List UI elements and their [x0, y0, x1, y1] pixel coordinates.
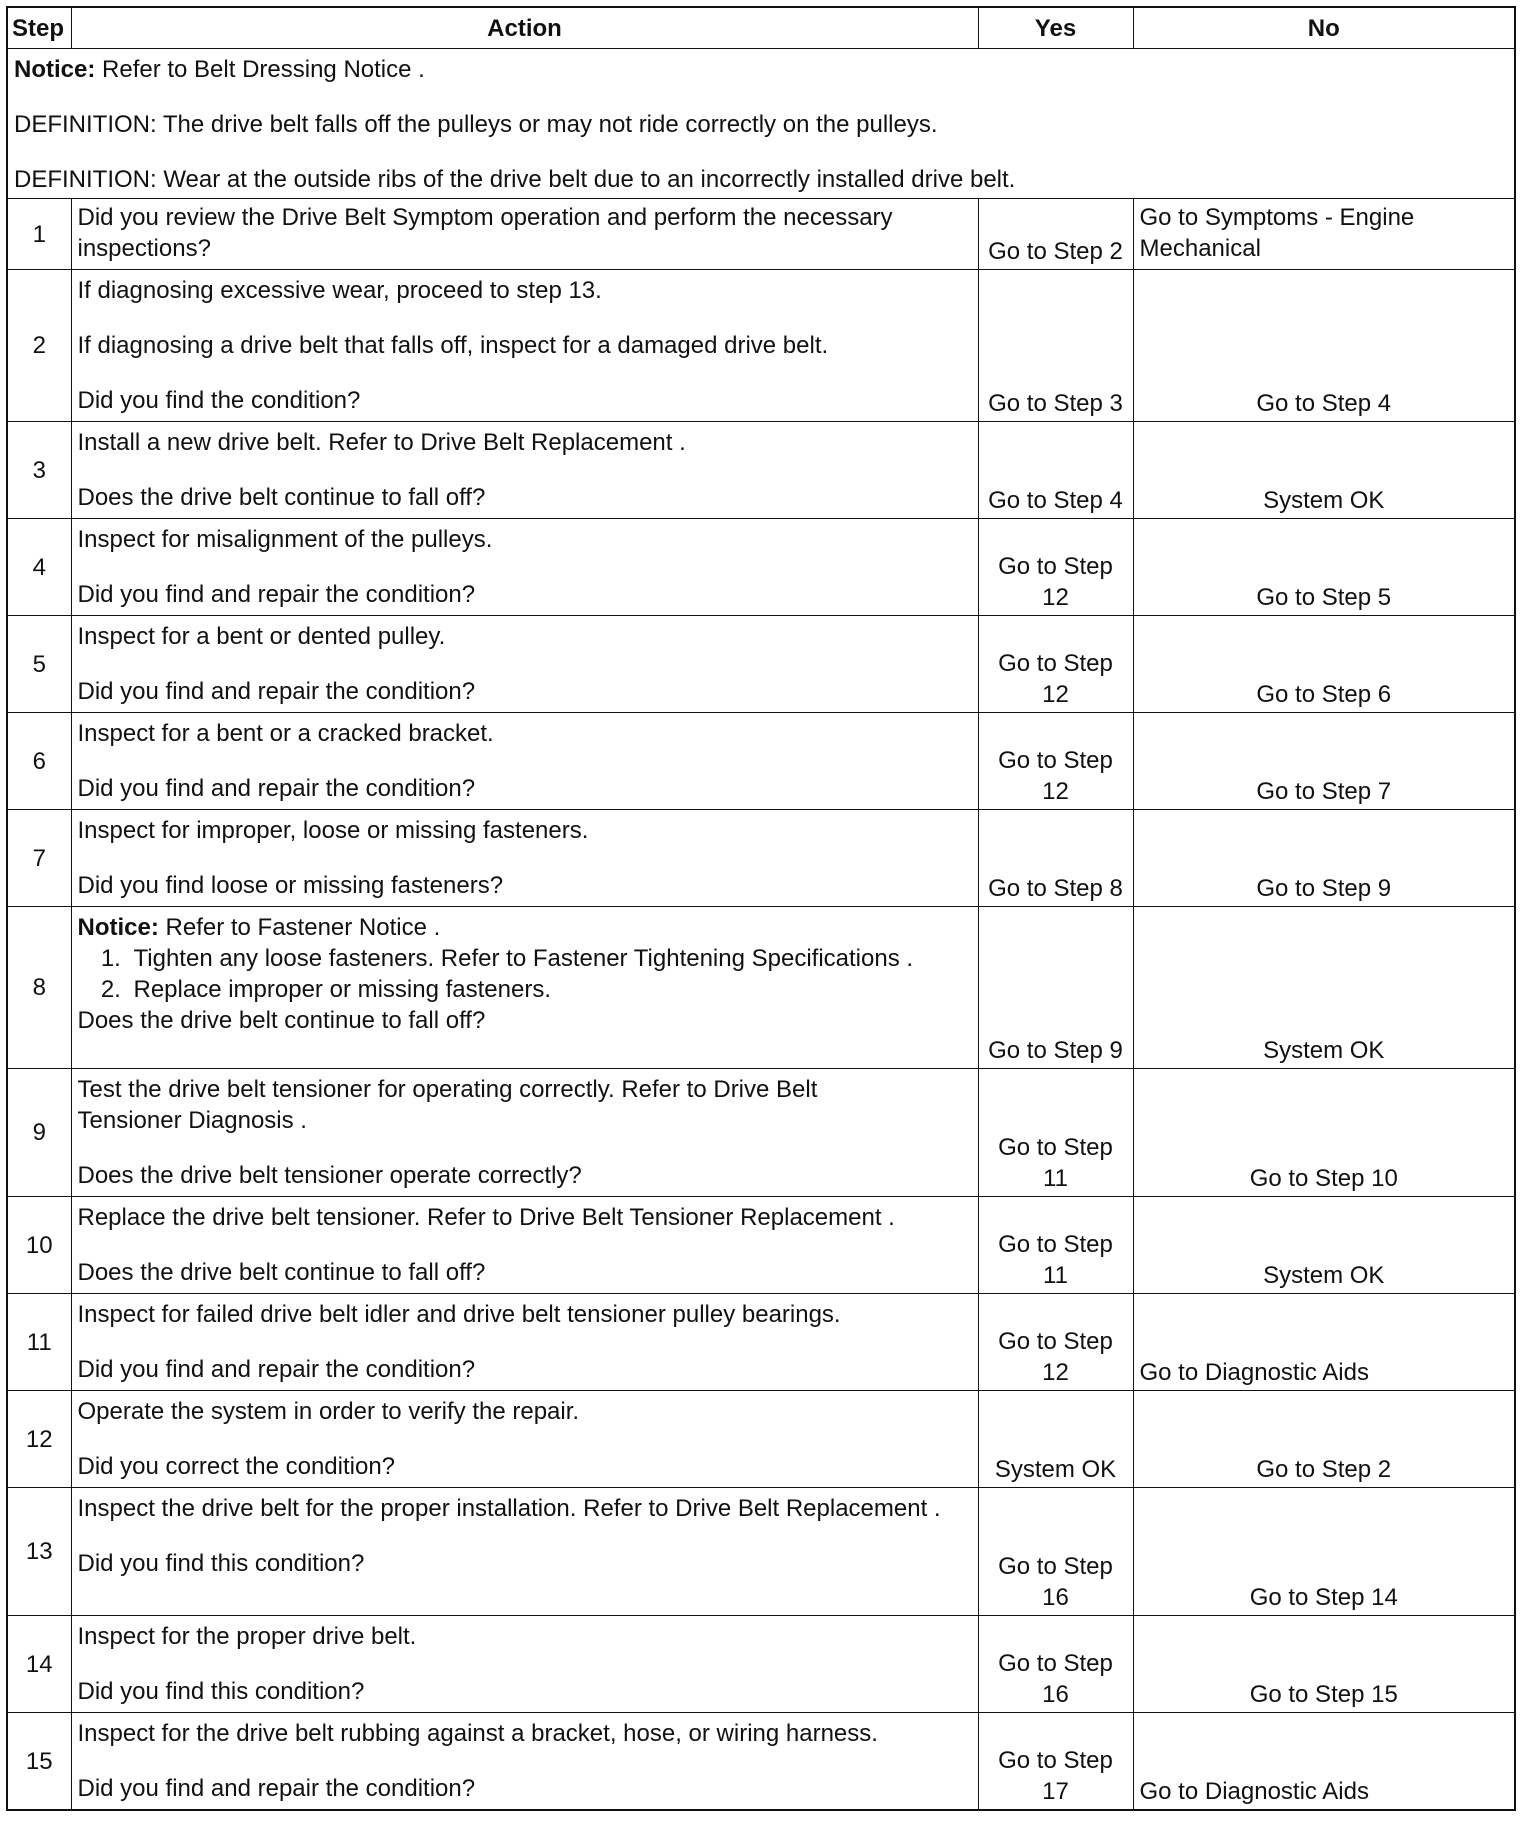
action-line: Inspect for the proper drive belt.: [77, 1623, 417, 1650]
diagnostic-table-document: [6, 6, 1514, 1811]
action-cell: [71, 1713, 978, 1811]
yes-cell: System OK: [978, 1391, 1133, 1488]
no-cell: Go to Diagnostic Aids: [1133, 1294, 1515, 1391]
step-number: 1: [7, 199, 71, 270]
step-number: 12: [7, 1391, 71, 1488]
no-cell: Go to Step 4: [1133, 270, 1515, 422]
action-question: Did you find this condition?: [77, 1550, 365, 1577]
action-cell: [71, 422, 978, 519]
step8-notice: [78, 912, 972, 943]
yes-cell: Go to Step 11: [978, 1069, 1133, 1197]
action-cell: [71, 270, 978, 422]
notice-text: Refer to Belt Dressing Notice .: [95, 56, 425, 83]
table-row: [7, 422, 1515, 519]
header-no: No: [1133, 7, 1515, 49]
action-cell: [71, 199, 978, 270]
action-cell: [71, 1197, 978, 1294]
list-item: 1. Tighten any loose fasteners. Refer to Fastener Tightening Specifications .: [128, 943, 972, 974]
no-cell: System OK: [1133, 907, 1515, 1069]
action-line: Inspect the drive belt for the proper installation. Refer to Drive Belt Replacement .: [77, 1495, 941, 1522]
yes-cell: Go to Step 16: [978, 1488, 1133, 1616]
step-number: 10: [7, 1197, 71, 1294]
yes-cell: Go to Step 3: [978, 270, 1133, 422]
no-cell: System OK: [1133, 422, 1515, 519]
action-question: Does the drive belt continue to fall off?: [77, 484, 486, 511]
step-number: 2: [7, 270, 71, 422]
action-question: Did you find loose or missing fasteners?: [77, 872, 504, 899]
step8-notice-text: Refer to Fastener Notice .: [158, 914, 441, 941]
header-yes: Yes: [978, 7, 1133, 49]
notice-row: [7, 49, 1515, 199]
action-cell: [71, 1391, 978, 1488]
step-number: 14: [7, 1616, 71, 1713]
no-cell: Go to Step 5: [1133, 519, 1515, 616]
action-question: Does the drive belt tensioner operate correctly?: [77, 1162, 582, 1189]
step-number: 7: [7, 810, 71, 907]
definition-1: DEFINITION: The drive belt falls off the pulleys or may not ride correctly on the pulleys.: [14, 111, 938, 138]
notice-label: Notice:: [14, 56, 96, 83]
no-cell: Go to Step 2: [1133, 1391, 1515, 1488]
action-line: Inspect for misalignment of the pulleys.: [77, 526, 493, 553]
no-cell: Go to Diagnostic Aids: [1133, 1713, 1515, 1811]
no-cell: Go to Symptoms - Engine Mechanical: [1133, 199, 1515, 270]
table-row: [7, 1197, 1515, 1294]
action-question: Does the drive belt continue to fall off?: [77, 1259, 486, 1286]
no-cell: Go to Step 6: [1133, 616, 1515, 713]
yes-cell: Go to Step 9: [978, 907, 1133, 1069]
notice-line: [14, 54, 1508, 85]
action-line: Inspect for failed drive belt idler and drive belt tensioner pulley bearings.: [77, 1301, 841, 1328]
action-line: Inspect for the drive belt rubbing against a bracket, hose, or wiring harness.: [77, 1720, 878, 1747]
table-row: [7, 713, 1515, 810]
step-number: 13: [7, 1488, 71, 1616]
yes-cell: Go to Step 12: [978, 713, 1133, 810]
action-line: Did you review the Drive Belt Symptom operation and perform the necessary inspections?: [77, 204, 893, 262]
table-row: [7, 907, 1515, 1069]
action-cell: [71, 1616, 978, 1713]
action-question: Did you find and repair the condition?: [77, 678, 476, 705]
no-cell: Go to Step 7: [1133, 713, 1515, 810]
action-cell: [71, 907, 978, 1069]
yes-cell: Go to Step 2: [978, 199, 1133, 270]
step-number: 8: [7, 907, 71, 1069]
action-question: Did you find and repair the condition?: [77, 775, 476, 802]
step-number: 3: [7, 422, 71, 519]
action-question: Does the drive belt continue to fall off?: [77, 1007, 486, 1034]
action-cell: [71, 1069, 978, 1197]
diagnostic-table: [6, 6, 1516, 1811]
action-line: Replace the drive belt tensioner. Refer to Drive Belt Tensioner Replacement .: [77, 1204, 895, 1231]
step-number: 15: [7, 1713, 71, 1811]
table-row: [7, 199, 1515, 270]
list-item: 2. Replace improper or missing fasteners.: [128, 974, 972, 1005]
no-cell: Go to Step 15: [1133, 1616, 1515, 1713]
yes-cell: Go to Step 4: [978, 422, 1133, 519]
table-row: [7, 1713, 1515, 1811]
action-line: Inspect for improper, loose or missing fasteners.: [77, 817, 589, 844]
step-number: 4: [7, 519, 71, 616]
yes-cell: Go to Step 16: [978, 1616, 1133, 1713]
action-line: If diagnosing excessive wear, proceed to step 13.: [77, 277, 602, 304]
header-row: [7, 7, 1515, 49]
yes-cell: Go to Step 12: [978, 519, 1133, 616]
yes-cell: Go to Step 8: [978, 810, 1133, 907]
action-question: Did you find and repair the condition?: [77, 1356, 476, 1383]
step8-notice-label: Notice:: [77, 914, 159, 941]
table-row: [7, 616, 1515, 713]
action-question: Did you find the condition?: [77, 387, 361, 414]
table-row: [7, 1391, 1515, 1488]
no-cell: Go to Step 14: [1133, 1488, 1515, 1616]
action-line: Inspect for a bent or a cracked bracket.: [77, 720, 494, 747]
step-number: 5: [7, 616, 71, 713]
action-cell: [71, 616, 978, 713]
action-cell: [71, 1488, 978, 1616]
no-cell: System OK: [1133, 1197, 1515, 1294]
notice-cell: [7, 49, 1515, 199]
table-row: [7, 270, 1515, 422]
definition-2: DEFINITION: Wear at the outside ribs of the drive belt due to an incorrectly installed drive belt.: [14, 166, 1016, 193]
action-question: Did you correct the condition?: [77, 1453, 396, 1480]
table-row: [7, 1069, 1515, 1197]
action-line: If diagnosing a drive belt that falls off, inspect for a damaged drive belt.: [77, 332, 829, 359]
step-number: 9: [7, 1069, 71, 1197]
action-cell: [71, 713, 978, 810]
step-number: 11: [7, 1294, 71, 1391]
yes-cell: Go to Step 12: [978, 1294, 1133, 1391]
no-cell: Go to Step 9: [1133, 810, 1515, 907]
yes-cell: Go to Step 17: [978, 1713, 1133, 1811]
action-line: Operate the system in order to verify the repair.: [77, 1398, 580, 1425]
action-line: Test the drive belt tensioner for operating correctly. Refer to Drive Belt Tensioner Diagnosis .: [77, 1076, 818, 1134]
table-row: [7, 1294, 1515, 1391]
step8-list: [78, 943, 972, 1005]
action-question: Did you find and repair the condition?: [77, 581, 476, 608]
action-line: Inspect for a bent or dented pulley.: [77, 623, 446, 650]
action-cell: [71, 1294, 978, 1391]
table-row: [7, 810, 1515, 907]
header-action: Action: [71, 7, 978, 49]
action-question: Did you find this condition?: [77, 1678, 365, 1705]
table-row: [7, 1488, 1515, 1616]
yes-cell: Go to Step 12: [978, 616, 1133, 713]
yes-cell: Go to Step 11: [978, 1197, 1133, 1294]
action-line: Install a new drive belt. Refer to Drive Belt Replacement .: [77, 429, 686, 456]
no-cell: Go to Step 10: [1133, 1069, 1515, 1197]
action-cell: [71, 519, 978, 616]
step-number: 6: [7, 713, 71, 810]
table-row: [7, 1616, 1515, 1713]
table-row: [7, 519, 1515, 616]
action-cell: [71, 810, 978, 907]
action-question: Did you find and repair the condition?: [77, 1775, 476, 1802]
header-step: Step: [7, 7, 71, 49]
